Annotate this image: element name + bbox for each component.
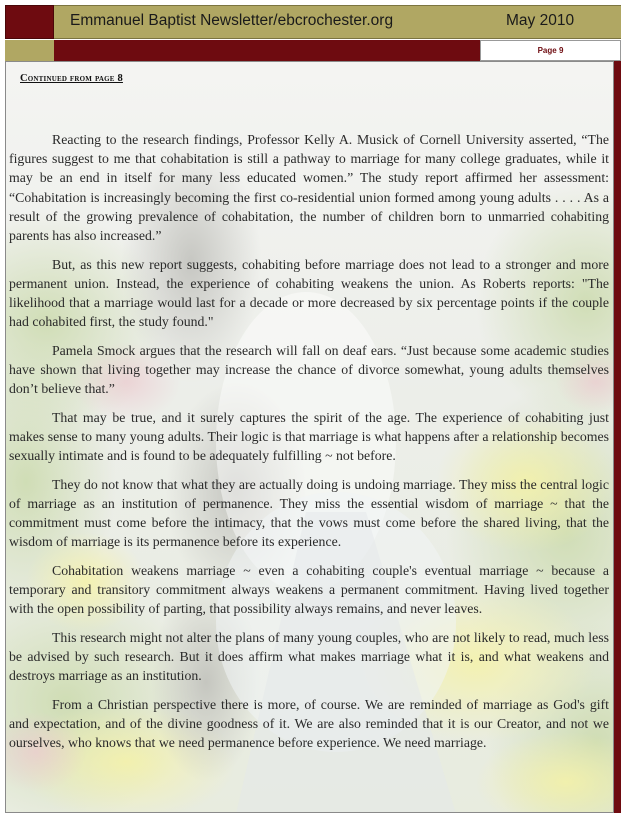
right-margin-bar (614, 61, 621, 813)
paragraph-6: Cohabitation weakens marriage ~ even a cohabiting couple's eventual marriage ~ because a temporary and transitory commitment always weakens a permanent commitment. Having lived together with the open possibility of parting, that possibility always remains, and never leaves. (9, 563, 609, 617)
subheader-olive-block (5, 40, 54, 61)
paragraph-7: This research might not alter the plans of many young couples, who are not likely to read, much less be advised by such research. But it does affirm what makes marriage what it is, and what weakens and destroys marriage as an institution. (9, 630, 609, 684)
continued-from-label: Continued from page 8 (20, 73, 123, 84)
issue-date: May 2010 (506, 12, 575, 29)
paragraph-4: That may be true, and it surely captures the spirit of the age. The experience of cohabiting just makes sense to many young adults. Their logic is that marriage is what happens after a relationship becomes sexually intimate and is found to be adequately fulfilling ~ not before. (9, 409, 609, 464)
page-number: Page 9 (480, 40, 621, 61)
article-frame (5, 61, 614, 813)
subheader-maroon-bar (54, 40, 480, 61)
newsletter-title: Emmanuel Baptist Newsletter/ebcrochester.org (70, 12, 394, 29)
paragraph-8: From a Christian perspective there is more, of course. We are reminded of marriage as God's gift and expectation, and of the divine goodness of it. We are also reminded that it is our Creator, and not we ourselves, who knows that we need permanence before experience. We need marriage. (9, 697, 609, 751)
paragraph-1: Reacting to the research findings, Professor Kelly A. Musick of Cornell University asserted, “The figures suggest to me that cohabitation is still a pathway to marriage for many college graduates, while it may be an end in itself for many less educated women.” The study report affirmed her assessment: “Cohabitation is increasingly becoming the first co-residential union formed among young adults . . . . As a result of the growing prevalence of cohabitation, the number of children born to unmarried cohabiting parents has also increased.” (9, 132, 609, 244)
paragraph-2: But, as this new report suggests, cohabiting before marriage does not lead to a stronger and more permanent union. Instead, the experience of cohabiting weakens the union. As Roberts reports: "The likelihood that a marriage would last for a decade or more decreased by six percentage points if the couple had cohabited first, the study found." (9, 256, 609, 330)
header-corner-block (5, 5, 54, 39)
paragraph-3: Pamela Smock argues that the research will fall on deaf ears. “Just because some academic studies have shown that living together may increase the chance of divorce somewhat, young adults themselves don’t believe that.” (9, 342, 609, 397)
paragraph-5: They do not know that what they are actually doing is undoing marriage. They miss the central logic of marriage as an institution of permanence. They miss the essential wisdom of marriage ~ that the commitment must come before the intimacy, that the vows must come before the shared living, that the wisdom of marriage is its permanence before its experience. (9, 476, 609, 550)
article-body (9, 130, 609, 762)
